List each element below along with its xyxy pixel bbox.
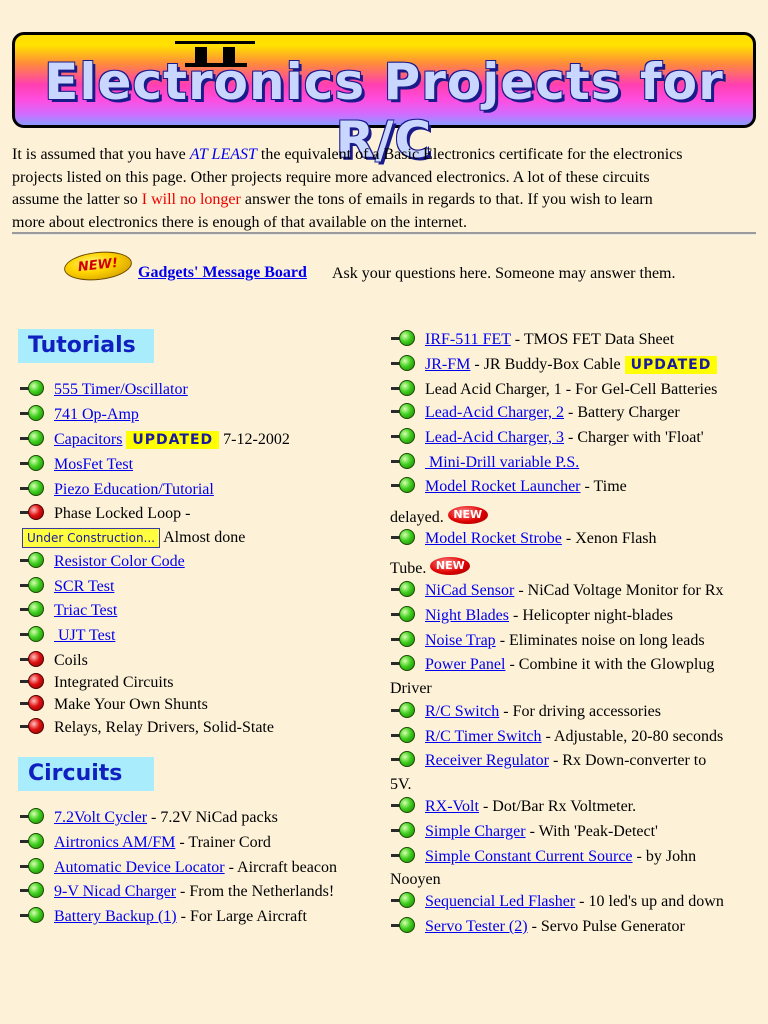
tutorial-link-scr[interactable]: SCR Test: [54, 578, 115, 595]
list-item: Under Construction... Almost done: [22, 528, 245, 548]
intro-paragraph: It is assumed that you have AT LEAST the equivalent of a Basic Electronics certificate for the electronics projects listed on this page. Other projects require more advanced electronics. A lot of these circuits assume the latter so I will no longer answer the tons of emails in regards to that. If you wish to learn more about electronics there is enough of that available on the internet.: [12, 146, 683, 231]
green-bullet-icon: [391, 403, 417, 419]
link-lead-acid-3[interactable]: Lead-Acid Charger, 3: [425, 429, 565, 446]
list-item: [20, 455, 133, 475]
list-item: 9-V Nicad Charger - From the Netherlands!: [20, 882, 334, 902]
circuit-link-airtronics[interactable]: Airtronics AM/FM: [54, 834, 176, 851]
tutorial-link-capacitors[interactable]: Capacitors: [54, 431, 123, 448]
tutorial-link-resistor[interactable]: Resistor Color Code: [54, 553, 185, 570]
list-item: 7.2Volt Cycler - 7.2V NiCad packs: [20, 808, 278, 828]
green-bullet-icon: [391, 751, 417, 767]
circuit-link-battery-backup[interactable]: Battery Backup (1): [54, 908, 177, 925]
green-bullet-icon: [391, 453, 417, 469]
list-item-continuation: delayed. NEW: [390, 506, 488, 528]
circuit-link-cycler[interactable]: 7.2Volt Cycler: [54, 809, 148, 826]
list-item: RX-Volt - Dot/Bar Rx Voltmeter.: [391, 797, 636, 817]
link-receiver-regulator[interactable]: Receiver Regulator: [425, 752, 549, 769]
link-rocket-launcher[interactable]: Model Rocket Launcher: [425, 478, 581, 495]
tutorial-link-piezo[interactable]: Piezo Education/Tutorial: [54, 481, 214, 498]
list-item-continuation: Tube. NEW: [390, 557, 470, 579]
green-bullet-icon: [391, 631, 417, 647]
message-board-link[interactable]: Gadgets' Message Board: [138, 264, 307, 281]
green-bullet-icon: [20, 552, 46, 568]
circuit-link-locator[interactable]: Automatic Device Locator: [54, 859, 225, 876]
red-bullet-icon: [20, 651, 46, 667]
under-construction-badge: Under Construction...: [22, 528, 160, 548]
list-item: Receiver Regulator - Rx Down-converter to: [391, 751, 706, 771]
tutorial-link-741[interactable]: 741 Op-Amp: [54, 406, 139, 423]
green-bullet-icon: [20, 833, 46, 849]
green-bullet-icon: [20, 430, 46, 446]
circuit-link-9v-charger[interactable]: 9-V Nicad Charger: [54, 883, 177, 900]
list-item-continuation: Driver: [390, 680, 432, 697]
green-bullet-icon: [391, 380, 417, 396]
link-servo-tester[interactable]: Servo Tester (2): [425, 918, 528, 935]
list-item: JR-FM - JR Buddy-Box Cable UPDATED: [391, 355, 721, 375]
list-item: [20, 480, 214, 500]
green-bullet-icon: [391, 892, 417, 908]
link-mini-drill[interactable]: Mini-Drill variable P.S.: [425, 454, 580, 471]
list-item: [20, 601, 117, 621]
green-bullet-icon: [391, 917, 417, 933]
updated-badge: UPDATED: [625, 356, 718, 374]
list-item: Sequencial Led Flasher - 10 led's up and down: [391, 892, 724, 912]
green-bullet-icon: [20, 626, 46, 642]
green-bullet-icon: [20, 858, 46, 874]
green-bullet-icon: [20, 808, 46, 824]
list-item: Model Rocket Strobe - Xenon Flash: [391, 529, 657, 549]
green-bullet-icon: [20, 405, 46, 421]
tutorials-header: Tutorials: [18, 329, 154, 363]
green-bullet-icon: [391, 477, 417, 493]
list-item: Simple Constant Current Source - by John: [391, 847, 696, 867]
link-led-flasher[interactable]: Sequencial Led Flasher: [425, 893, 576, 910]
green-bullet-icon: [20, 455, 46, 471]
list-item: [20, 380, 188, 400]
list-item: Power Panel - Combine it with the Glowplug: [391, 655, 714, 675]
list-item: Automatic Device Locator - Aircraft beacon: [20, 858, 337, 878]
updated-badge: UPDATED: [126, 431, 219, 449]
green-bullet-icon: [391, 529, 417, 545]
list-item: Coils: [20, 651, 88, 671]
message-board-row: [64, 252, 764, 292]
list-item: NiCad Sensor - NiCad Voltage Monitor for Rx: [391, 581, 724, 601]
list-item: [20, 552, 185, 572]
link-simple-charger[interactable]: Simple Charger: [425, 823, 526, 840]
list-item-continuation: 5V.: [390, 776, 412, 793]
list-item: Make Your Own Shunts: [20, 695, 208, 715]
divider: [12, 232, 756, 235]
new-badge-icon: NEW!: [63, 249, 134, 284]
page-title: Electronics Projects for R/C: [44, 53, 724, 169]
list-item: Lead-Acid Charger, 2 - Battery Charger: [391, 403, 680, 423]
list-item-continuation: Nooyen: [390, 871, 441, 888]
new-badge: NEW: [430, 557, 470, 575]
link-constant-current[interactable]: Simple Constant Current Source: [425, 848, 633, 865]
tutorial-link-555[interactable]: 555 Timer/Oscillator: [54, 381, 188, 398]
no-longer-emphasis: I will no longer: [141, 191, 241, 208]
tutorial-link-ujt[interactable]: UJT Test: [54, 627, 116, 644]
list-item: [20, 626, 115, 646]
list-item: Night Blades - Helicopter night-blades: [391, 606, 673, 626]
list-item: R/C Switch - For driving accessories: [391, 702, 661, 722]
list-item: Lead-Acid Charger, 3 - Charger with 'Float': [391, 428, 704, 448]
green-bullet-icon: [20, 380, 46, 396]
link-power-panel[interactable]: Power Panel: [425, 656, 506, 673]
list-item: [391, 453, 579, 473]
list-item: Simple Charger - With 'Peak-Detect': [391, 822, 658, 842]
green-bullet-icon: [391, 355, 417, 371]
link-lead-acid-2[interactable]: Lead-Acid Charger, 2: [425, 404, 565, 421]
red-bullet-icon: [20, 718, 46, 734]
tutorial-link-mosfet[interactable]: MosFet Test: [54, 456, 134, 473]
list-item: [20, 577, 114, 597]
green-bullet-icon: [391, 727, 417, 743]
link-jr-fm[interactable]: JR-FM: [425, 356, 471, 373]
list-item: Capacitors UPDATED 7-12-2002: [20, 430, 290, 450]
red-bullet-icon: [20, 673, 46, 689]
list-item: IRF-511 FET - TMOS FET Data Sheet: [391, 330, 674, 350]
green-bullet-icon: [391, 428, 417, 444]
link-rc-switch[interactable]: R/C Switch: [425, 703, 500, 720]
list-item: R/C Timer Switch - Adjustable, 20-80 seconds: [391, 727, 723, 747]
link-night-blades[interactable]: Night Blades: [425, 607, 509, 624]
red-bullet-icon: [20, 504, 46, 520]
link-irf511[interactable]: IRF-511 FET: [425, 331, 511, 348]
link-nicad-sensor[interactable]: NiCad Sensor: [425, 582, 515, 599]
message-board-text: Ask your questions here. Someone may answer them.: [332, 265, 676, 282]
circuits-header: Circuits: [18, 757, 154, 791]
green-bullet-icon: [391, 330, 417, 346]
list-item: Model Rocket Launcher - Time: [391, 477, 627, 497]
list-item: Servo Tester (2) - Servo Pulse Generator: [391, 917, 685, 937]
green-bullet-icon: [20, 907, 46, 923]
green-bullet-icon: [20, 601, 46, 617]
list-item: Airtronics AM/FM - Trainer Cord: [20, 833, 271, 853]
list-item: Relays, Relay Drivers, Solid-State: [20, 718, 274, 738]
green-bullet-icon: [20, 577, 46, 593]
green-bullet-icon: [391, 655, 417, 671]
green-bullet-icon: [391, 822, 417, 838]
green-bullet-icon: [20, 480, 46, 496]
green-bullet-icon: [391, 702, 417, 718]
link-rx-volt[interactable]: RX-Volt: [425, 798, 479, 815]
list-item: Integrated Circuits: [20, 673, 174, 693]
list-item: [20, 405, 139, 425]
list-item: Phase Locked Loop -: [20, 504, 190, 524]
red-bullet-icon: [20, 695, 46, 711]
link-rocket-strobe[interactable]: Model Rocket Strobe: [425, 530, 562, 547]
green-bullet-icon: [391, 797, 417, 813]
list-item: Noise Trap - Eliminates noise on long leads: [391, 631, 705, 651]
list-item: Lead Acid Charger, 1 - For Gel-Cell Batteries: [391, 380, 717, 400]
link-rc-timer-switch[interactable]: R/C Timer Switch: [425, 728, 542, 745]
green-bullet-icon: [20, 882, 46, 898]
tutorial-link-triac[interactable]: Triac Test: [54, 602, 118, 619]
link-noise-trap[interactable]: Noise Trap: [425, 632, 496, 649]
list-item: Battery Backup (1) - For Large Aircraft: [20, 907, 307, 927]
green-bullet-icon: [391, 581, 417, 597]
at-least-emphasis: AT LEAST: [189, 146, 257, 163]
new-badge: NEW: [448, 506, 488, 524]
green-bullet-icon: [391, 606, 417, 622]
green-bullet-icon: [391, 847, 417, 863]
